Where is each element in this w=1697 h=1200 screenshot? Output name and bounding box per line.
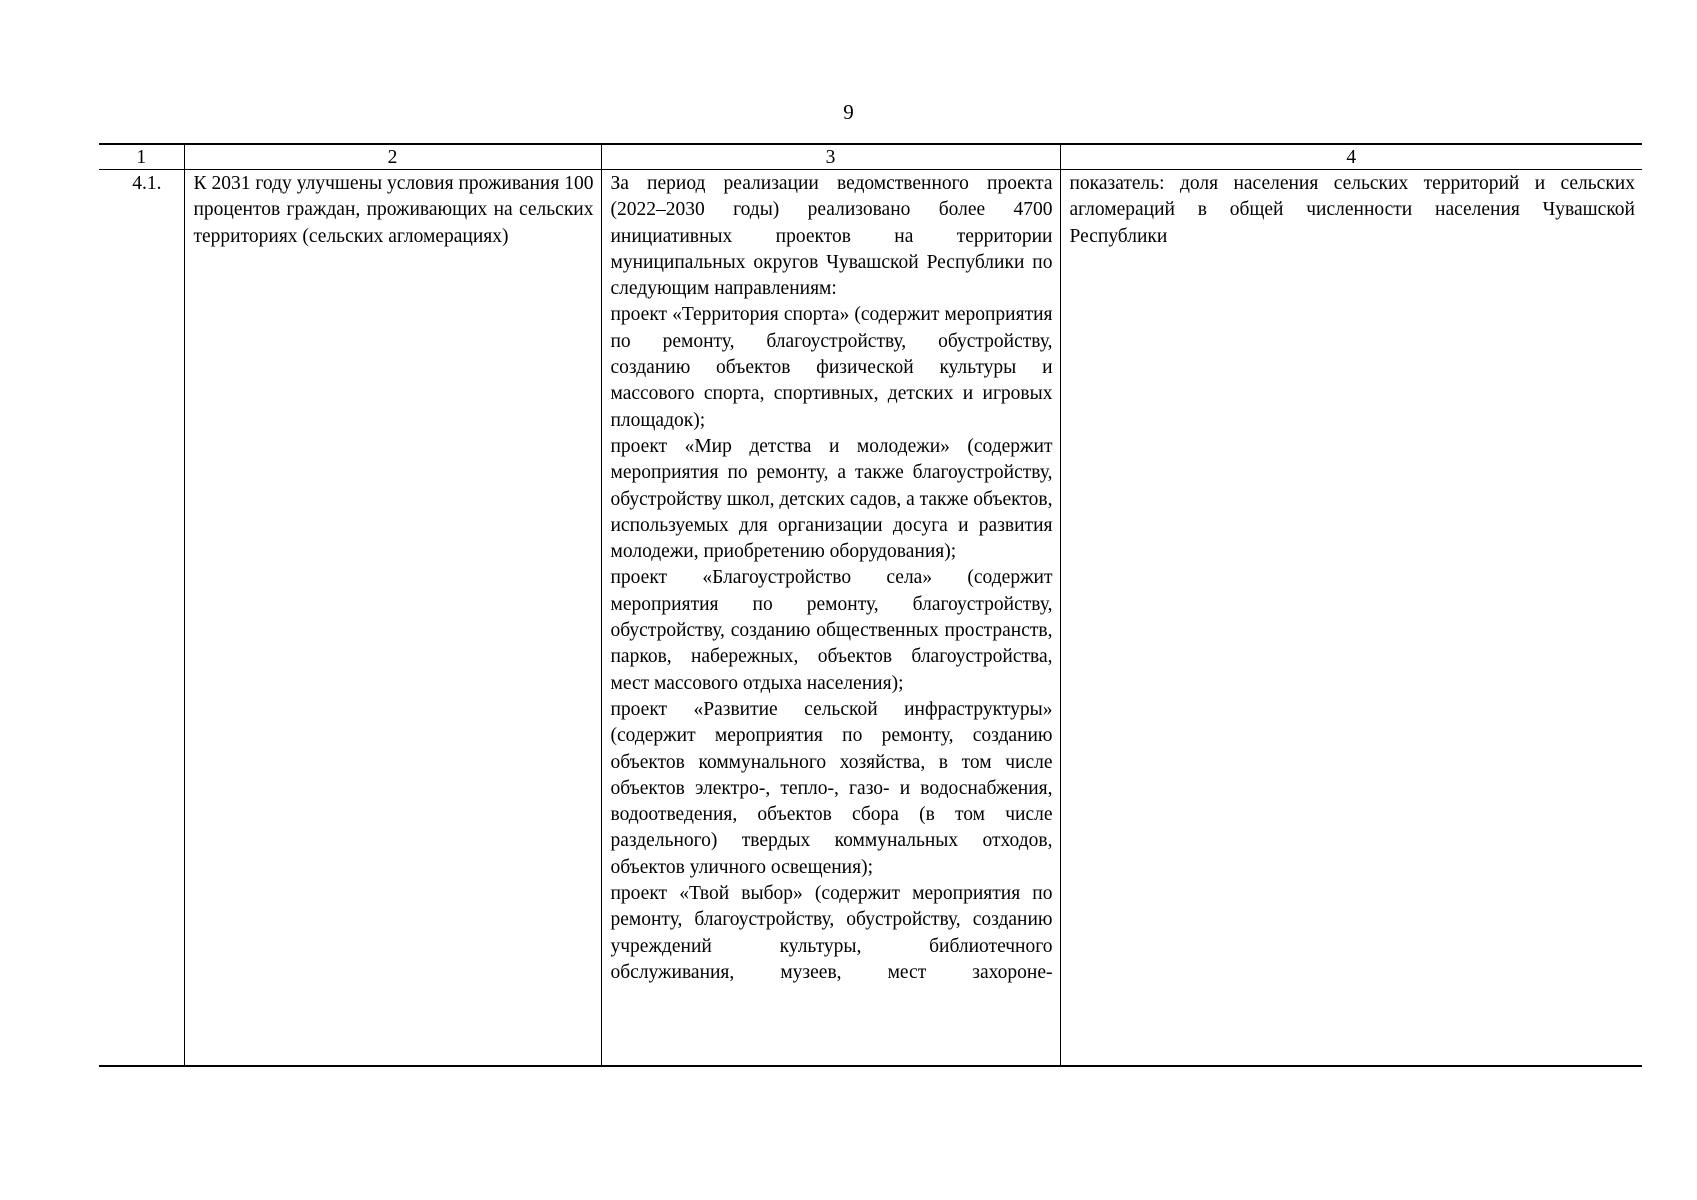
result-cell bbox=[184, 170, 601, 1067]
column-header-4: 4 bbox=[1060, 144, 1642, 170]
description-paragraph: проект «Твой выбор» (содержит мероприятия по ремонту, благоустройству, обустройству, созданию учреждений культуры, библиотечного обслуживания, музеев, мест захороне- bbox=[610, 883, 1053, 983]
table-header-row bbox=[99, 144, 1642, 170]
description-paragraph: проект «Территория спорта» (содержит мероприятия по ремонту, благоустройству, обустройству, созданию объектов физической культуры и массового спорта, спортивных, детских и игровых площадок); bbox=[610, 304, 1053, 431]
column-header-3: 3 bbox=[601, 144, 1060, 170]
description-paragraph: проект «Мир детства и молодежи» (содержит мероприятия по ремонту, а также благоустройству, обустройству школ, детских садов, а также объектов, используемых для организации досуга и развития молодежи, приобретению оборудования); bbox=[610, 435, 1053, 563]
description-paragraph: проект «Развитие сельской инфраструктуры» (содержит мероприятия по ремонту, созданию объектов коммунального хозяйства, в том числе объектов электро-, тепло-, газо- и водоснабжения, водоотведения, объектов сбора (в том числе раздельного) твердых коммунальных отходов, объектов уличного освещения); bbox=[610, 698, 1053, 878]
column-header-1: 1 bbox=[99, 144, 184, 170]
description-cell bbox=[601, 170, 1060, 1067]
table-row bbox=[99, 170, 1642, 1067]
page-number: 9 bbox=[843, 100, 854, 124]
row-number-cell: 4.1. bbox=[99, 170, 184, 1067]
indicator-cell bbox=[1060, 170, 1642, 1067]
result-text: К 2031 году улучшены условия проживания 100 процентов граждан, проживающих на сельских территориях (сельских агломерациях) bbox=[193, 173, 594, 247]
description-paragraph: проект «Благоустройство села» (содержит мероприятия по ремонту, благоустройству, обустройству, созданию общественных пространств, парков, набережных, объектов благоустройства, мест массового отдыха населения); bbox=[610, 567, 1053, 694]
column-header-2: 2 bbox=[184, 144, 601, 170]
indicator-text: показатель: доля населения сельских территорий и сельских агломераций в общей численности населения Чувашской Республики bbox=[1069, 173, 1635, 247]
description-paragraph: За период реализации ведомственного проекта (2022–2030 годы) реализовано более 4700 инициативных проектов на территории муниципальных округов Чувашской Республики по следующим направлениям: bbox=[610, 173, 1053, 300]
document-table bbox=[99, 143, 1642, 1067]
